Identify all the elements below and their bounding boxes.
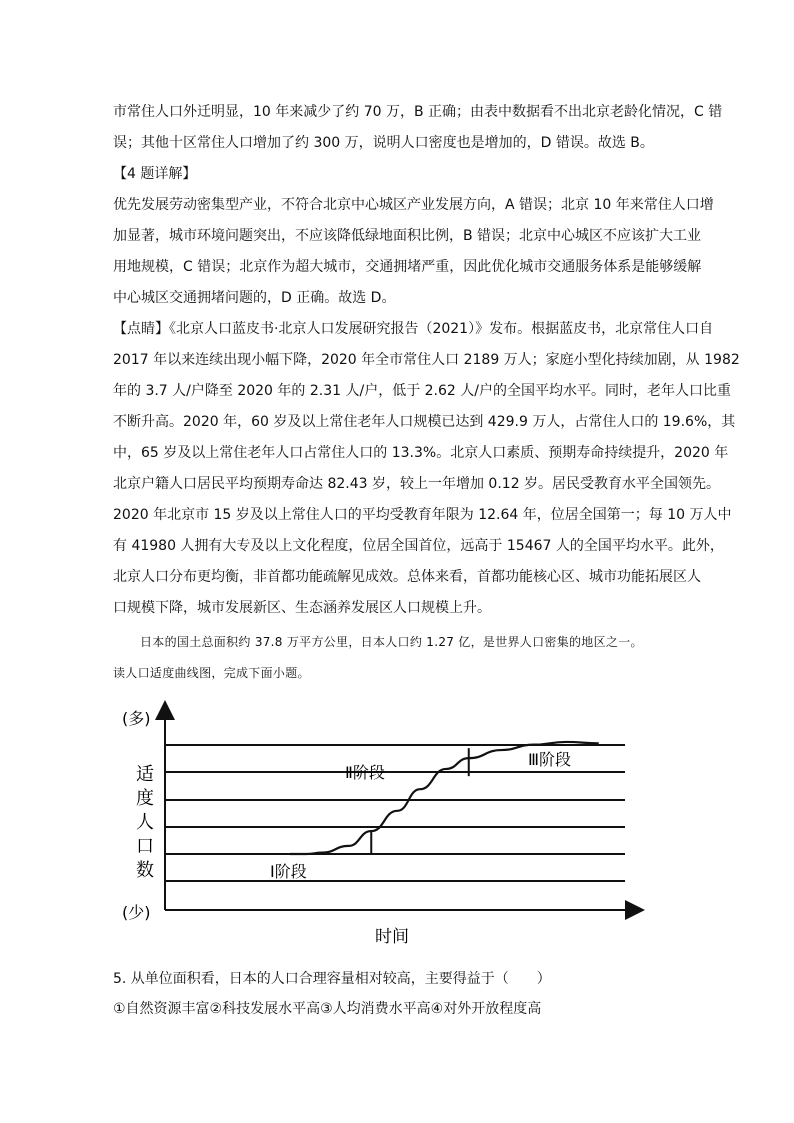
paragraph-line-16: 北京人口分布更均衡，非首都功能疏解见成效。总体来看，首都功能核心区、城市功能拓展区人 [113,569,701,585]
paragraph-line-10: 年的 3.7 人/户降至 2020 年的 2.31 人/户，低于 2.62 人/户的全国平均水平。同时，老年人口比重 [113,383,731,399]
intro-line-1: 日本的国土总面积约 37.8 万平方公里，日本人口约 1.27 亿，是世界人口密集的地区之一。 [140,635,643,649]
population-curve-svg [110,700,650,950]
y-axis-label: 适度人口数 [136,764,154,881]
stage-2-label: Ⅱ阶段 [345,763,385,782]
paragraph-line-4: 优先发展劳动密集型产业，不符合北京中心城区产业发展方向，A 错误；北京 10 年来常住人口增 [113,197,714,213]
paragraph-line-9: 2017 年以来连续出现小幅下降，2020 年全市常住人口 2189 万人；家庭小型化持续加剧，从 1982 [113,352,740,368]
paragraph-line-13: 北京户籍人口居民平均预期寿命达 82.43 岁，较上一年增加 0.12 岁。居民受教育水平全国领先。 [113,476,721,492]
paragraph-line-7: 中心城区交通拥堵问题的，D 正确。故选 D。 [113,290,396,306]
paragraph-line-8: 【点睛】《北京人口蓝皮书·北京人口发展研究报告（2021）》发布。根据蓝皮书，北京常住人口自 [113,321,714,337]
paragraph-line-14: 2020 年北京市 15 岁及以上常住人口的平均受教育年限为 12.64 年，位居全国第一；每 10 万人中 [113,507,732,523]
paragraph-line-2: 误；其他十区常住人口增加了约 300 万，说明人口密度也是增加的，D 错误。故选 B。 [113,135,654,151]
paragraph-line-5: 加显著，城市环境问题突出，不应该降低绿地面积比例，B 错误；北京中心城区不应该扩大工业 [113,228,702,244]
y-top-label: (多) [122,709,151,728]
paragraph-line-11: 不断升高。2020 年，60 岁及以上常住老年人口规模已达到 429.9 万人，占常住人口的 19.6%，其 [113,414,736,430]
paragraph-line-15: 有 41980 人拥有大专及以上文化程度，位居全国首位，远高于 15467 人的全国平均水平。此外， [113,538,724,554]
intro-line-2: 读人口适度曲线图，完成下面小题。 [113,666,310,680]
paragraph-line-1: 市常住人口外迁明显，10 年来减少了约 70 万，B 正确；由表中数据看不出北京老龄化情况，C 错 [113,104,723,120]
question-stem: 5. 从单位面积看，日本的人口合理容量相对较高，主要得益于（ ） [113,971,551,987]
question-options: ①自然资源丰富②科技发展水平高③人均消费水平高④对外开放程度高 [113,1001,542,1017]
y-bottom-label: (少) [122,903,151,922]
paragraph-line-12: 中，65 岁及以上常住老年人口占常住人口的 13.3%。北京人口素质、预期寿命持续提升，2020 年 [113,445,729,461]
section-heading: 【4 题详解】 [113,166,197,182]
paragraph-line-17: 口规模下降，城市发展新区、生态涵养发展区人口规模上升。 [113,600,491,616]
stage-3-label: Ⅲ阶段 [528,750,572,769]
paragraph-line-6: 用地规模，C 错误；北京作为超大城市，交通拥堵严重，因此优化城市交通服务体系是能够缓解 [113,259,702,275]
stage-1-label: Ⅰ阶段 [270,862,307,881]
population-curve-chart [110,700,650,950]
x-axis-label: 时间 [375,927,409,947]
